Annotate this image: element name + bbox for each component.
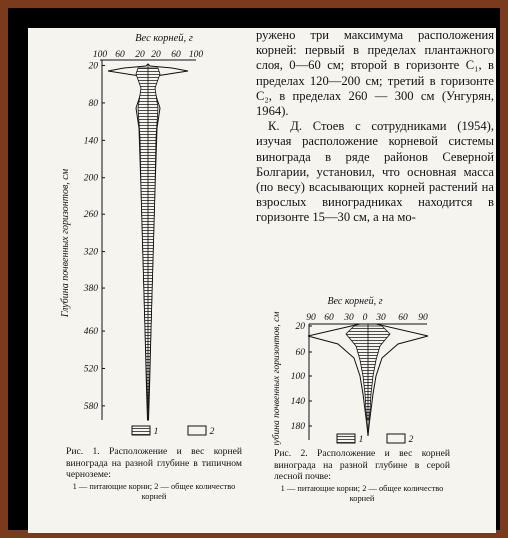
figure-2-legend-box-2 xyxy=(387,434,405,443)
paragraph-1: ружено три максимума расположения корней: первый в пределах плантажного слоя, 0—60 см; второй в горизонте C₁, в пределах 120—200 см; третий в горизонте C₂, в пределах 260 — 300 см (Унгурян, 1964). xyxy=(256,28,494,119)
figure-1-caption-legend: 1 — питающие корни; 2 — общее количество корней xyxy=(72,481,236,501)
figure-1-legend-1: 1 xyxy=(153,427,159,437)
figure-2-caption-legend: 1 — питающие корни; 2 — общее количество корней xyxy=(280,483,444,503)
figure-2-legend-box-1 xyxy=(337,434,355,443)
figure-1-x-tick: 20 xyxy=(135,50,145,60)
figure-2-caption-text: Рис. 2. Расположение и вес корней винограда на разной глубине в серой лесной почве: xyxy=(274,448,450,482)
figure-1-y-tick: 140 xyxy=(83,136,98,147)
figure-1-x-tick: 20 xyxy=(151,50,161,60)
book-page xyxy=(28,28,496,533)
figure-1-y-tick: 460 xyxy=(83,327,98,338)
figure-1-caption xyxy=(66,446,242,502)
figure-2-x-tick: 30 xyxy=(344,313,354,323)
figure-1-legend-box-1 xyxy=(132,426,150,435)
figure-1-x-tick: 60 xyxy=(115,50,125,60)
figure-2-y-tick: 60 xyxy=(295,348,305,358)
body-text xyxy=(256,28,494,226)
figure-1-x-tick: 100 xyxy=(188,50,204,60)
figure-1-y-tick: 380 xyxy=(83,284,98,295)
figure-1-y-tick: 260 xyxy=(83,210,98,221)
figure-1-x-tick: 100 xyxy=(92,50,108,60)
figure-2-x-tick: 60 xyxy=(324,313,334,323)
figure-2-x-tick: 90 xyxy=(418,313,428,323)
figure-2-x-tick: 0 xyxy=(362,313,368,323)
figure-2-legend-1: 1 xyxy=(358,435,364,445)
figure-2 xyxy=(263,270,443,445)
figure-1-caption-text: Рис. 1. Расположение и вес корней винограда на разной глубине в типичном черноземе: xyxy=(66,446,242,480)
figure-1-y-tick: 80 xyxy=(88,98,98,109)
paragraph-2: К. Д. Стоев с сотрудниками (1954), изучая расположение корневой системы винограда в ряде районов Северной Болгарии, установил, что основная масса (по весу) всасывающих корней растений на взрослых виноградниках находится в горизонте 15—30 см, а на мо- xyxy=(256,119,494,225)
figure-2-legend-2: 2 xyxy=(408,435,414,445)
figure-1-legend-2: 2 xyxy=(209,427,215,437)
page-frame xyxy=(8,8,500,530)
figure-1-legend-box-2 xyxy=(188,426,206,435)
figure-1-y-tick: 320 xyxy=(83,247,98,258)
figure-1-y-tick: 20 xyxy=(88,61,98,72)
figure-2-x-tick: 90 xyxy=(306,313,316,323)
figure-2-caption xyxy=(274,448,450,504)
figure-2-y-tick: 140 xyxy=(290,397,305,407)
figure-1-y-tick: 580 xyxy=(83,401,98,412)
figure-1-axis-title: Вес корней, г xyxy=(135,33,193,44)
figure-2-y-tick: 180 xyxy=(290,422,305,432)
figure-2-x-tick: 60 xyxy=(398,313,408,323)
figure-2-axis-title: Вес корней, г xyxy=(327,296,383,307)
figure-1-x-tick: 60 xyxy=(171,50,181,60)
figure-1 xyxy=(28,28,258,438)
figure-1-chart xyxy=(28,28,258,438)
figure-2-x-tick: 30 xyxy=(376,313,386,323)
figure-1-y-label: Глубина почвенных горизонтов, см xyxy=(60,168,71,318)
figure-2-y-label: Глубина почвенных горизонтов, см xyxy=(272,311,282,445)
figure-2-y-tick: 100 xyxy=(290,372,305,382)
figure-1-y-tick: 200 xyxy=(83,173,98,184)
figure-2-y-tick: 20 xyxy=(295,322,305,332)
figure-2-chart xyxy=(263,270,443,445)
figure-1-y-tick: 520 xyxy=(83,364,98,375)
